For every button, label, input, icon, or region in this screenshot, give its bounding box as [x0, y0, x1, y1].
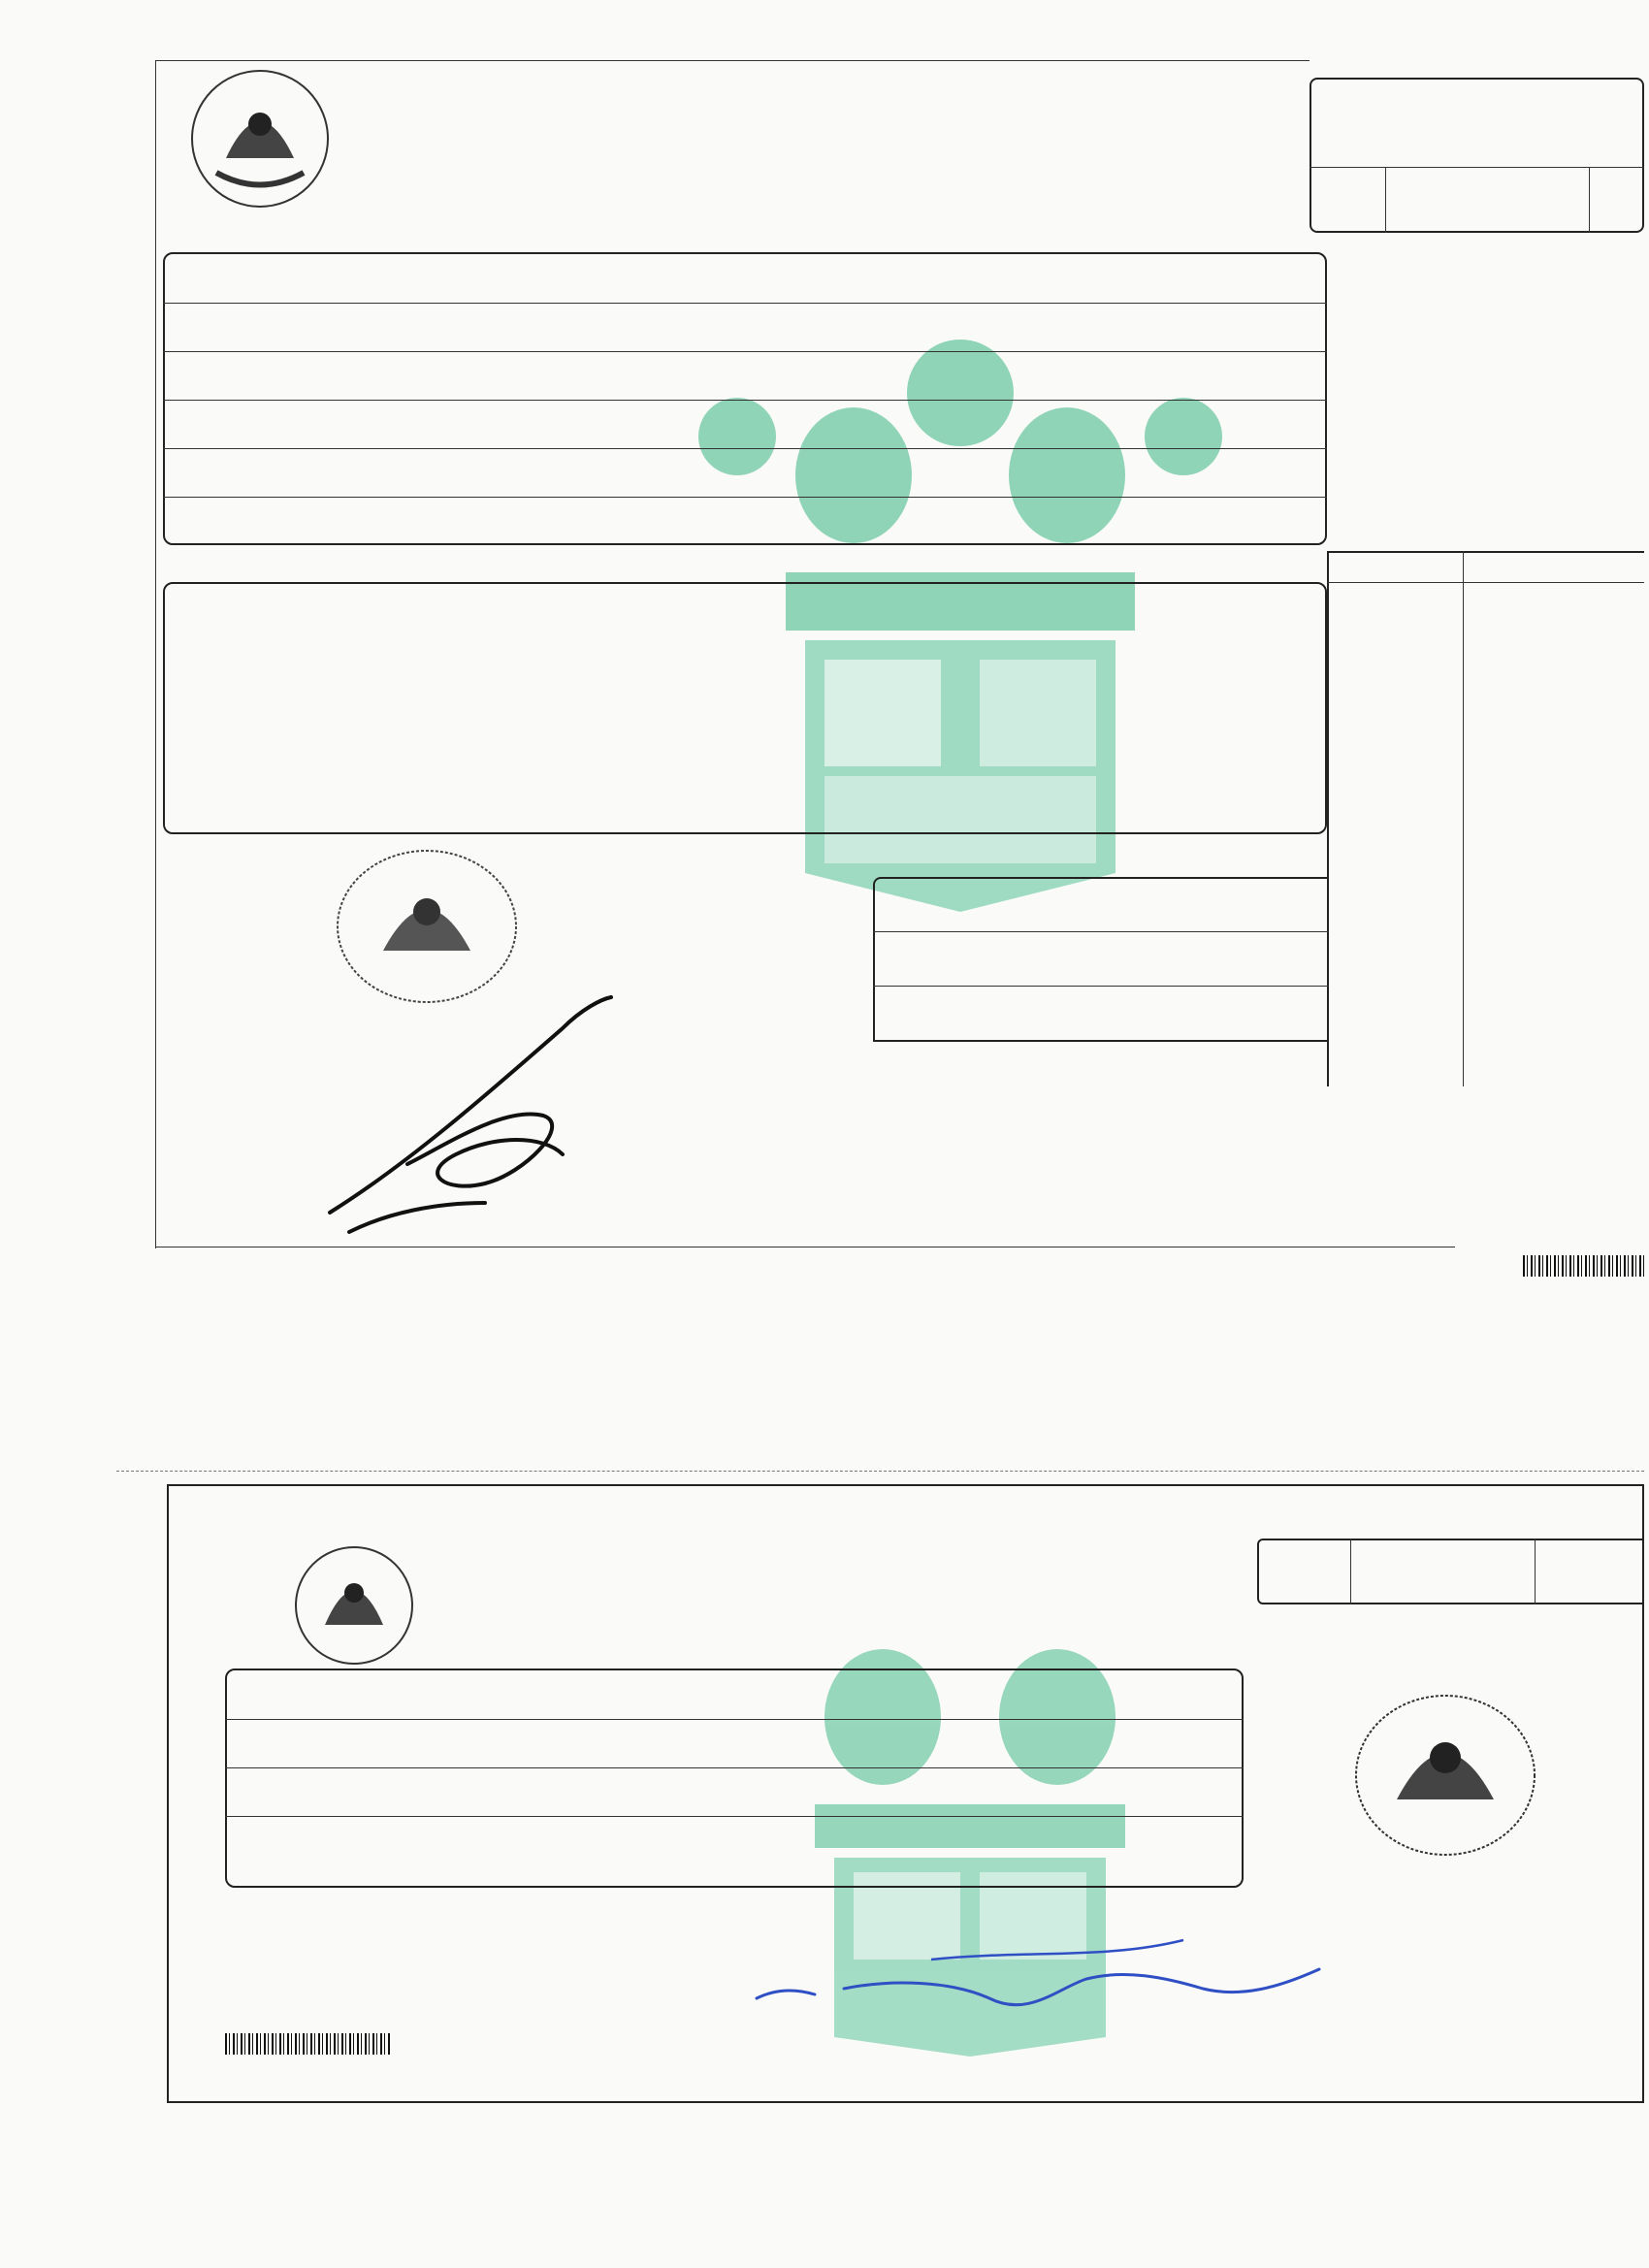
- importe-table: [1327, 551, 1644, 1086]
- top-barcode: [1523, 1255, 1644, 1277]
- totals-box: [873, 877, 1329, 1042]
- cut-line: [116, 1471, 1644, 1472]
- mexico-coat-of-arms-bottom-icon: [291, 1542, 417, 1669]
- note-4: [173, 1422, 201, 1455]
- contributor-box: [163, 252, 1327, 545]
- funcionario-signature: [291, 970, 698, 1261]
- bottom-fields-box: [225, 1669, 1244, 1888]
- presidencia-seal-icon: [1348, 1688, 1542, 1863]
- bottom-barcode: [225, 2033, 390, 2055]
- note-1: [173, 1317, 201, 1350]
- receipt-number-box: [1310, 78, 1644, 233]
- presidente-signature: [737, 1930, 1358, 2027]
- bottom-date-box: [1257, 1539, 1644, 1604]
- concepto-box: [163, 582, 1327, 834]
- note-2: [173, 1352, 201, 1385]
- top-header-box: [155, 58, 1310, 252]
- note-0: [173, 1280, 189, 1297]
- note-3: [173, 1387, 201, 1420]
